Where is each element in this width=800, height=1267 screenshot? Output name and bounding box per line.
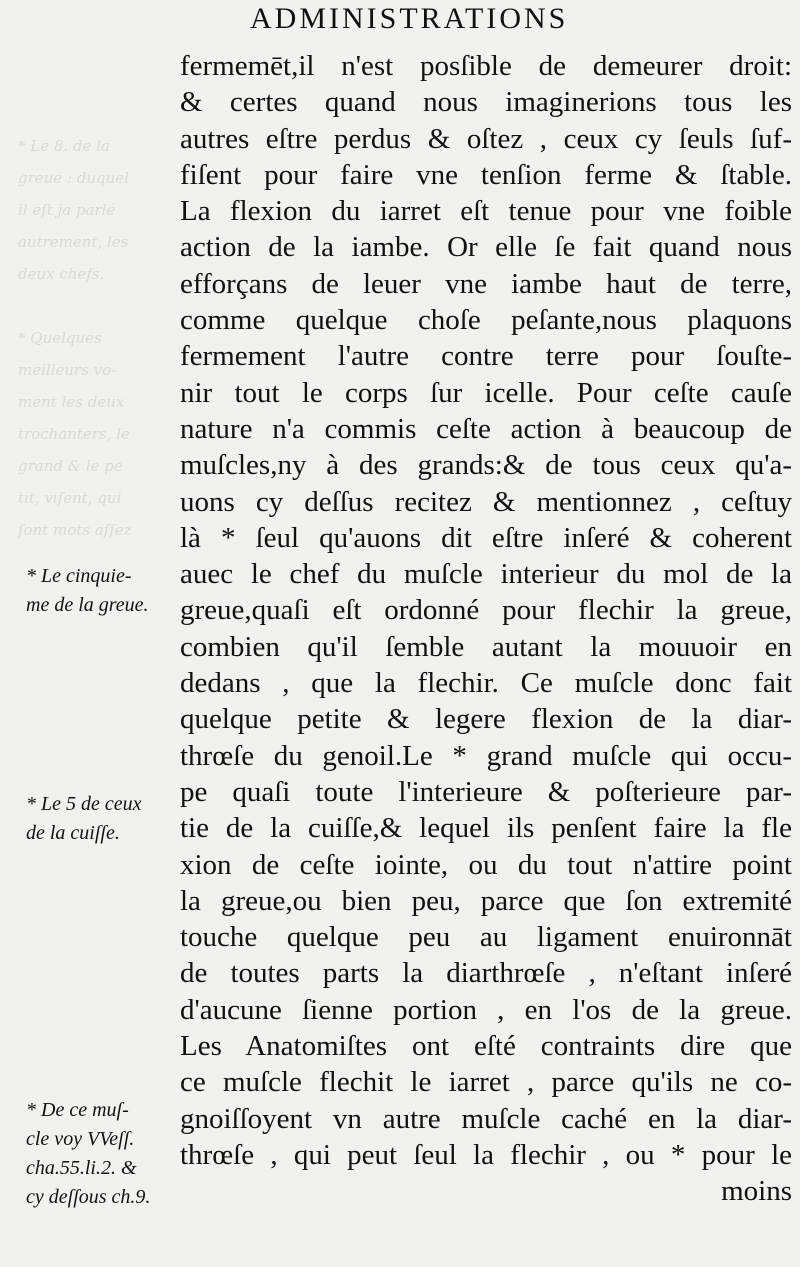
marginal-note-line: cha.55.li.2. & [26, 1157, 137, 1179]
text-line: ce muſcle flechit le iarret , parce qu'ils ne co- [180, 1066, 792, 1099]
text-line: greue,quaſi eſt ordonné pour flechir la greue, [180, 594, 792, 627]
text-line: xion de ceſte iointe, ou du tout n'attire point [180, 848, 792, 881]
text-line: dedans , que la flechir. Ce muſcle donc fait [180, 667, 792, 700]
marginal-note-line: * De ce muſ- [26, 1099, 129, 1121]
text-line: efforçans de leuer vne iambe haut de terre, [180, 267, 792, 300]
bleed-line: ſont mots aſſez [18, 521, 132, 539]
body-text [180, 48, 792, 1210]
text-line: la greue,ou bien peu, parce que ſon extremité [180, 884, 792, 917]
bleed-line: greue : duquel [18, 169, 129, 187]
bleed-line [18, 290, 168, 322]
marginal-note-line: * Le cinquie- [26, 565, 132, 587]
text-line: thrœſe du genoil.Le * grand muſcle qui occu- [180, 739, 792, 772]
text-line: d'aucune ſienne portion , en l'os de la greue. [180, 993, 792, 1026]
text-line: fermement l'autre contre terre pour ſouſte- [180, 340, 792, 373]
catchword: moins [721, 1175, 792, 1208]
bleed-line: trochanters, le [18, 425, 130, 443]
marginal-note-line: me de la greue. [26, 594, 149, 616]
marginal-note-3 [26, 1096, 150, 1212]
bleed-through-text [18, 130, 168, 1130]
marginal-note-2 [26, 790, 142, 848]
text-line: muſcles,ny à des grands:& de tous ceux qu'a- [180, 449, 792, 482]
text-line: action de la iambe. Or elle ſe fait quand nous [180, 231, 792, 264]
bleed-line: meilleurs vo- [18, 361, 117, 379]
text-line: thrœſe , qui peut ſeul la flechir , ou * pour le [180, 1138, 792, 1171]
marginal-note-line: * Le 5 de ceux [26, 793, 142, 815]
text-line: & certes quand nous imaginerions tous les [180, 86, 792, 119]
text-line: tie de la cuiſſe,& lequel ils penſent faire la fle [180, 812, 792, 845]
text-line: quelque petite & legere flexion de la diar- [180, 703, 792, 736]
text-line: nature n'a commis ceſte action à beaucoup de [180, 412, 792, 445]
bleed-line: autrement, les [18, 233, 129, 251]
text-line: La flexion du iarret eſt tenue pour vne foible [180, 195, 792, 228]
marginal-note-1 [26, 562, 149, 620]
running-header: ADMINISTRATIONS [250, 2, 569, 35]
bleed-line: ment les deux [18, 393, 125, 411]
marginal-note-line: cle voy VVeſſ. [26, 1128, 135, 1150]
text-line: fermemēt,il n'est posſible de demeurer droit: [180, 50, 792, 82]
text-line: pe quaſi toute l'interieure & poſterieure par- [180, 775, 792, 808]
bleed-line: tit, viſent, qui [18, 489, 122, 507]
marginal-note-line: de la cuiſſe. [26, 822, 120, 844]
text-line: nir tout le corps ſur icelle. Pour ceſte cauſe [180, 376, 792, 409]
text-line: auec le chef du muſcle interieur du mol de la [180, 558, 792, 591]
text-line: uons cy deſſus recitez & mentionnez , ceſtuy [180, 485, 792, 518]
bleed-line: grand & le pe [18, 457, 123, 475]
text-line: là * ſeul qu'auons dit eſtre inſeré & coherent [180, 521, 792, 554]
bleed-line: * Quelques [18, 329, 102, 347]
text-line: autres eſtre perdus & oſtez , ceux cy ſeuls ſuf- [180, 122, 792, 155]
text-line: fiſent pour faire vne tenſion ferme & ſtable. [180, 158, 792, 191]
text-line: gnoiſſoyent vn autre muſcle caché en la diar- [180, 1102, 792, 1135]
text-line: comme quelque choſe peſante,nous plaquons [180, 304, 792, 337]
text-line: touche quelque peu au ligament enuironnāt [180, 921, 792, 954]
bleed-line: * Le 8. de la [18, 137, 110, 155]
marginal-note-line: cy deſſous ch.9. [26, 1186, 151, 1208]
bleed-line: deux chefs. [18, 265, 105, 283]
text-line: combien qu'il ſemble autant la mouuoir en [180, 630, 792, 663]
text-line: de toutes parts la diarthrœſe , n'eſtant inſeré [180, 957, 792, 990]
bleed-line: il eſt ja parlé [18, 201, 116, 219]
text-line: Les Anatomiſtes ont eſté contraints dire que [180, 1030, 792, 1063]
